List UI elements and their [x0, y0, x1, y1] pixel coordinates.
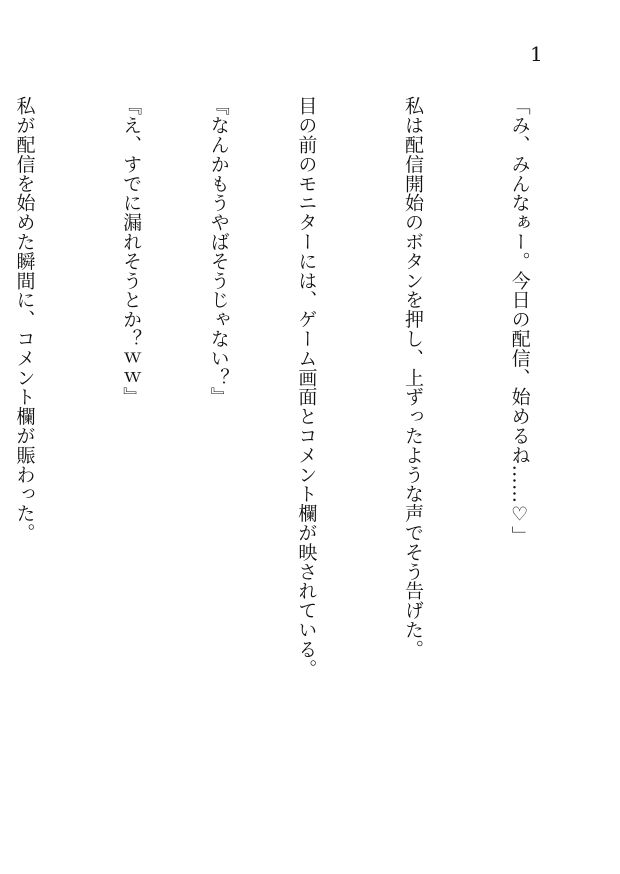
text-line: 私は配信開始のボタンを押し、上ずったような声でそう告げた。 [401, 96, 424, 659]
text-line: 目の前のモニターには、ゲーム画面とコメント欄が映されている。 [295, 96, 318, 678]
text-line: 私が配信を始めた瞬間に、コメント欄が賑わった。 [13, 96, 36, 543]
page-number: 1 [530, 42, 543, 66]
text-line: 『え、すでに漏れそうとか？ｗｗ』 [120, 96, 143, 407]
text-line: 『なんかもうやばそうじゃない？』 [207, 96, 230, 407]
novel-text-body [0, 96, 592, 816]
text-line: 「み、みんなぁー。今日の配信、始めるね……♡」 [508, 96, 531, 546]
